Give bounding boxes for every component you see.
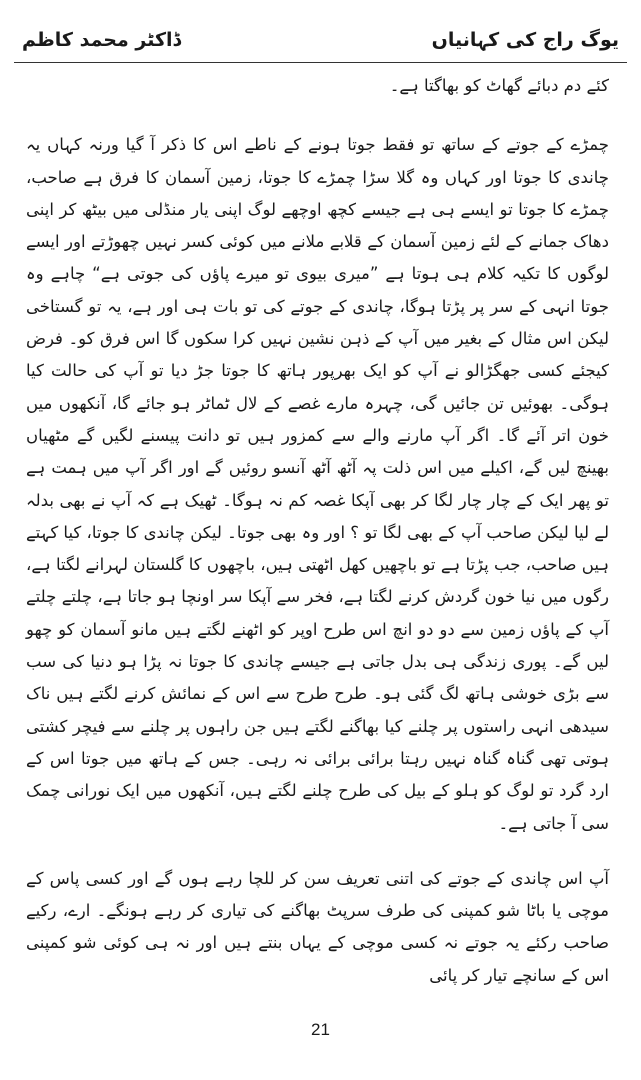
header-divider	[14, 62, 627, 63]
page-number: 21	[311, 1020, 330, 1039]
header-book-title: یوگ راج کی کہانیاں	[431, 29, 619, 51]
paragraph-3: آپ اس چاندی کے جوتے کی اتنی تعریف سن کر للچا رہے ہوں گے اور کسی پاس کے موچی یا باٹا شو کمپنی کی طرف سرپٹ بھاگنے کی تیاری کر رہے ہونگے۔ ارے، رکیے صاحب رکئے یہ جوتے نہ کسی موچی کے یہاں بنتے ہیں اور نہ ہی کوئی شو کمپنی اس کے سانچے تیار کر پائی	[26, 868, 609, 985]
header-author: ڈاکٹر محمد کاظم	[22, 29, 181, 51]
paragraph-2: چمڑے کے جوتے کے ساتھ تو فقط جوتا ہونے کے ناطے اس کا ذکر آ گیا ورنہ کہاں یہ چاندی کا جوتا اور کہاں وہ گلا سڑا چمڑے کا جوتا، زمین آسمان کا فرق ہے صاحب، چمڑے کا جوتا تو ایسے ہی ہے جیسے کچھ اوچھے لوگ اپنی یار منڈلی میں بیٹھ کر اپنی دھاک جمانے کے لئے زمین آسمان کے قلابے ملانے میں کوئی کسر نہیں چھوڑتے اور ایسے لوگوں کا تکیہ کلام ہی ہوتا ہے ”میری بیوی تو میرے پاؤں کی جوتی ہے“ چاہے وہ جوتا انہی کے سر پر پڑتا ہوگا، چاندی کے جوتے کی تو بات ہی اور ہے، یہ تو گستاخی لیکن اس مثال کے بغیر میں آپ کے ذہن نشین نہیں کرا سکوں گا اس فرق کو۔ فرض کیجئے کسی جھگڑالو نے آپ کو ایک بھرپور ہاتھ کا جوتا جڑ دیا تو آپ کی حالت کیا ہوگی۔ بھوئیں تن جائیں گی، چہرہ مارے غصے کے لال ٹماٹر ہو جائے گا، آنکھوں میں خون اتر آئے گا۔ اگر آپ مارنے والے سے کمزور ہیں تو دانت پیسنے لگیں گے مٹھیاں بھینچ لیں گے، اکیلے میں اس ذلت پہ آٹھ آٹھ آنسو روئیں گے اور اگر آپ میں ہمت ہے تو پھر ایک کے چار چار لگا کر بھی آپکا غصہ کم نہ ہوگا۔ ٹھیک ہے کہ آپ نے بھی بدلہ لے لیا لیکن صاحب آپ کے بھی لگا تو ؟ اور وہ بھی جوتا۔ لیکن چاندی کا جوتا، کیا کہتے ہیں صاحب، جب پڑتا ہے تو باچھیں کھل اٹھتی ہیں، باچھوں کا گلستان لہرانے لگتا ہے، رگوں میں نیا خون گردش کرنے لگتا ہے، فخر سے آپکا سر اونچا ہو جاتا ہے، چلتے چلتے آپ کے پاؤں زمین سے دو دو انچ اس طرح اوپر کو اٹھنے لگتے ہیں مانو آسمان کو چھو لیں گے۔ پوری زندگی ہی بدل جاتی ہے جیسے چاندی کا جوتا نہ پڑا ہو دنیا کی سب سے بڑی خوشی ہاتھ لگ گئی ہو۔ طرح طرح سے اس کے نمائش کرنے لگتے ہیں ناک سیدھی انہی راستوں پر چلنے کیا بھاگنے لگتے ہیں جن راہوں پر چلنے سے فیچر کشتی ہوتی تھی گناہ گناہ نہیں رہتا برائی برائی نہ رہی۔ جس کے ہاتھ میں جوتا اس کے ارد گرد تو لوگ کو ہلو کے بیل کی طرح چلنے لگتے ہیں، آنکھوں میں ایک نورانی چمک سی آ جاتی ہے۔	[26, 135, 609, 833]
body-text	[26, 70, 609, 992]
running-header	[22, 22, 619, 58]
paragraph-1: کئے دم دبائے گھاٹ کو بھاگتا ہے۔	[389, 76, 609, 95]
